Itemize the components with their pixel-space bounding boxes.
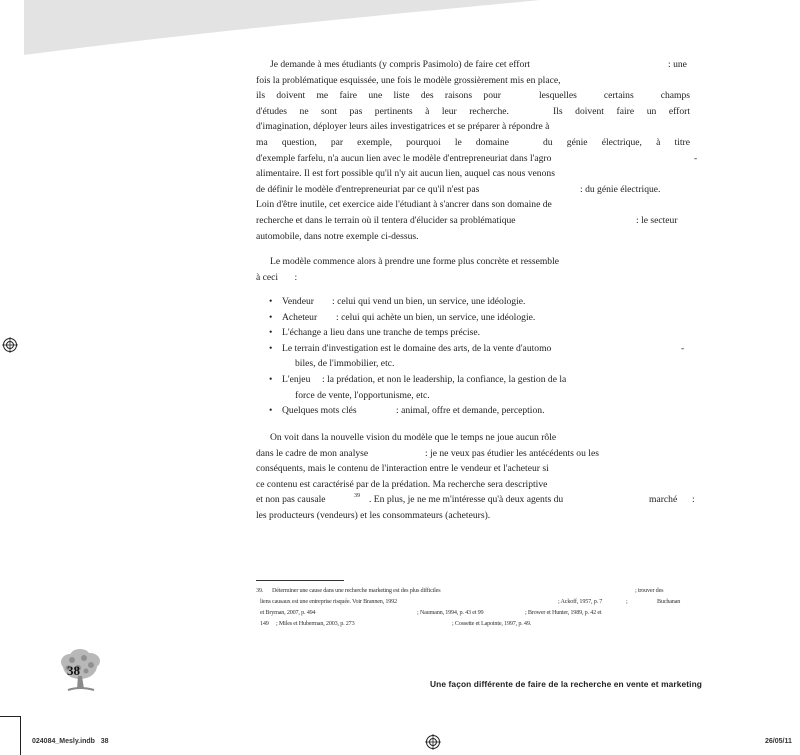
bullet-text: : celui qui vend un bien, un service, une idéologie. xyxy=(332,296,526,307)
footnote-number: 39. xyxy=(256,587,264,594)
word: ils xyxy=(256,90,266,102)
word: par xyxy=(330,136,344,148)
text-line: Je demande à mes étudiants (y compris Pasimolo) de faire cet effort xyxy=(270,59,531,70)
list-item xyxy=(269,341,689,372)
word: pas xyxy=(349,105,363,117)
text-line: ce contenu est caractérisé par de la prédation. Ma recherche sera descriptive xyxy=(256,478,548,490)
text-line: : je ne veux pas étudier les antécédents ou les xyxy=(425,447,599,459)
registration-mark-icon xyxy=(425,734,441,750)
footnote xyxy=(256,585,696,629)
header-band-shape xyxy=(24,0,540,55)
list-item xyxy=(269,372,689,403)
footnote-text: ; Brower et Hunter, 1989, p. 42 et xyxy=(525,609,602,616)
text-line: à ceci xyxy=(256,271,279,283)
hyphen: - xyxy=(681,342,685,354)
word: question, xyxy=(281,136,317,148)
word: des xyxy=(420,90,434,102)
word: doivent xyxy=(575,105,604,117)
text-line: d'exemple farfelu, n'a aucun lien avec le modèle d'entrepreneuriat dans l'agro xyxy=(256,152,552,164)
footnote-text: ; trouver des xyxy=(635,587,664,594)
registration-mark-icon xyxy=(2,337,18,353)
word: champs xyxy=(660,90,690,102)
bullet-label: L'enjeu xyxy=(282,373,311,385)
bullet-icon: • xyxy=(269,342,273,354)
word: liste xyxy=(393,90,410,102)
bullet-icon: • xyxy=(269,327,273,339)
page-number: 38 xyxy=(67,663,80,678)
bullet-label: Acheteur xyxy=(282,311,318,323)
paragraph-2 xyxy=(256,254,690,285)
crop-mark xyxy=(0,716,20,717)
text-line: fois la problématique esquissée, une fois le modèle grossièrement mis en place, xyxy=(256,74,561,86)
bullet-text-continued: biles, de l'immobilier, etc. xyxy=(295,358,395,370)
word: titre xyxy=(674,136,690,148)
word: à xyxy=(425,105,430,117)
running-title: Une façon différente de faire de la recherche en vente et marketing xyxy=(430,679,702,689)
bullet-icon: • xyxy=(269,296,273,307)
bullet-text: : celui qui achète un bien, un service, une idéologie. xyxy=(336,311,536,323)
word: exemple, xyxy=(357,136,393,148)
colon: : xyxy=(294,271,298,283)
word: faire xyxy=(616,105,635,117)
word: marché xyxy=(649,494,678,506)
word: effort xyxy=(668,105,690,117)
word: lesquelles xyxy=(539,90,577,102)
footnote-text: Déterminer une cause dans une recherche marketing est des plus difficiles xyxy=(272,587,441,594)
word: domaine xyxy=(475,136,509,148)
crop-mark xyxy=(20,716,21,755)
word: me xyxy=(316,90,329,102)
word: faire xyxy=(339,90,358,102)
text-line: Le modèle commence alors à prendre une forme plus concrète et ressemble xyxy=(270,256,560,267)
bullet-label: Quelques mots clés xyxy=(282,405,357,417)
bullet-text: : animal, offre et demande, perception. xyxy=(396,405,545,417)
text-line: dans le cadre de mon analyse xyxy=(256,447,369,459)
paragraph-1 xyxy=(256,57,698,244)
text-line: Loin d'être inutile, cet exercice aide l'étudiant à s'ancrer dans son domaine de xyxy=(256,199,552,211)
word: génie xyxy=(566,136,588,148)
word: d'études xyxy=(256,105,288,117)
footnote-ref: 39 xyxy=(354,493,360,500)
bullet-icon: • xyxy=(269,311,273,323)
word: sont xyxy=(321,105,338,117)
text-line: et non pas causale xyxy=(256,494,326,506)
bullet-list xyxy=(269,294,689,419)
footnote-text: ; Cossette et Lapointe, 1997, p. 49. xyxy=(452,620,532,627)
word: doivent xyxy=(276,90,306,102)
bullet-text-continued: force de vente, l'opportunisme, etc. xyxy=(295,389,430,401)
text-line: alimentaire. Il est fort possible qu'il n'y ait aucun lien, auquel cas nous venons xyxy=(256,168,555,180)
bullet-text: L'échange a lieu dans une tranche de temps précise. xyxy=(282,327,481,339)
text-line: automobile, dans notre exemple ci-dessus. xyxy=(256,230,419,242)
word: certains xyxy=(603,90,634,102)
text-line: recherche et dans le terrain où il tentera d'élucider sa problématique xyxy=(256,214,516,226)
word: électrique, xyxy=(601,136,642,148)
text-line: . En plus, je ne me m'intéresse qu'à deux agents du xyxy=(369,494,564,506)
footnote-text: 149 xyxy=(260,620,269,627)
tree-illustration-icon xyxy=(58,648,104,692)
list-item xyxy=(269,325,689,341)
text-line: : une xyxy=(668,59,687,70)
text-line: de définir le modèle d'entrepreneuriat par ce qu'il n'est pas xyxy=(256,183,480,195)
word: pourquoi xyxy=(406,136,441,148)
footnote-text: ; Naumann, 1994, p. 43 et 99 xyxy=(417,609,484,616)
footnote-text: ; xyxy=(626,598,628,605)
word: un xyxy=(646,105,657,117)
footnote-text: et Bryman, 2007, p. 494 xyxy=(260,609,316,616)
footnote-text: ; Ackoff, 1957, p. 7 xyxy=(558,598,603,605)
text-line: On voit dans la nouvelle vision du modèle que le temps ne joue aucun rôle xyxy=(270,432,557,443)
footnote-text: Buchanan xyxy=(657,598,681,605)
word: à xyxy=(656,136,661,148)
list-item xyxy=(269,310,689,326)
hyphen: - xyxy=(694,152,698,164)
bullet-icon: • xyxy=(269,373,273,385)
slug-filename: 024084_Mesly.indb 38 xyxy=(32,738,109,745)
text-line: d'imagination, déployer leurs ailes investigatrices et se préparer à répondre à xyxy=(256,121,550,133)
footnote-text: ; Miles et Huberman, 2003, p. 273 xyxy=(276,620,355,627)
word: pertinents xyxy=(374,105,413,117)
header-band xyxy=(0,0,800,60)
list-item xyxy=(269,403,689,419)
word: une xyxy=(368,90,383,102)
word: du xyxy=(543,136,553,148)
word: Ils xyxy=(553,105,563,117)
text-line: : le secteur xyxy=(636,214,678,226)
word: le xyxy=(454,136,462,148)
colon: : xyxy=(692,494,695,506)
text-line: : du génie électrique. xyxy=(580,183,661,195)
word: raisons xyxy=(444,90,473,102)
paragraph-3 xyxy=(256,430,696,524)
bullet-icon: • xyxy=(269,405,273,417)
word: ma xyxy=(256,136,268,148)
text-line: conséquents, mais le contenu de l'interaction entre le vendeur et l'acheteur si xyxy=(256,463,549,475)
footnote-text: liens causaux est une entreprise risquée. Voir Brannen, 1992 xyxy=(260,598,397,605)
list-item xyxy=(269,294,689,310)
word: leur xyxy=(441,105,457,117)
bullet-text: : la prédation, et non le leadership, la confiance, la gestion de la xyxy=(322,373,567,385)
bullet-label: Vendeur xyxy=(282,296,314,307)
text-line: les producteurs (vendeurs) et les consommateurs (acheteurs). xyxy=(256,509,491,521)
footnote-rule xyxy=(256,580,344,581)
slug-date: 26/05/11 xyxy=(765,738,792,745)
word: recherche. xyxy=(469,105,509,117)
bullet-text: Le terrain d'investigation est le domaine des arts, de la vente d'automo xyxy=(282,342,552,354)
word: ne xyxy=(299,105,309,117)
word: pour xyxy=(483,90,501,102)
